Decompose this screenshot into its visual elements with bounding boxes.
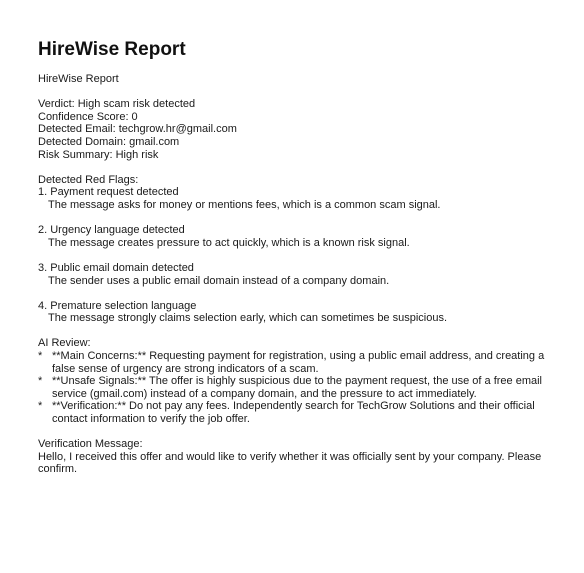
report-subtitle: HireWise Report bbox=[38, 73, 119, 85]
detected-email-line: Detected Email: techgrow.hr@gmail.com bbox=[38, 123, 237, 136]
red-flag-title: 2. Urgency language detected bbox=[38, 224, 185, 237]
bullet-marker: * bbox=[38, 400, 43, 413]
report-title: HireWise Report bbox=[38, 39, 186, 60]
risk-summary-line: Risk Summary: High risk bbox=[38, 148, 159, 161]
spacer bbox=[38, 325, 548, 338]
spacer bbox=[38, 426, 548, 439]
bullet-marker: * bbox=[38, 350, 43, 363]
detected-domain-line: Detected Domain: gmail.com bbox=[38, 135, 180, 148]
ai-review-point bbox=[38, 400, 548, 425]
red-flags-heading: Detected Red Flags: bbox=[38, 173, 139, 186]
ai-review-point bbox=[38, 350, 548, 375]
red-flag-title: 3. Public email domain detected bbox=[38, 261, 194, 274]
red-flag-title: 4. Premature selection language bbox=[38, 299, 197, 312]
red-flag-detail: The message asks for money or mentions fees, which is a common scam signal. bbox=[48, 198, 441, 211]
spacer bbox=[38, 86, 548, 99]
spacer bbox=[38, 249, 548, 262]
red-flag-title: 1. Payment request detected bbox=[38, 186, 179, 199]
bullet-marker: * bbox=[38, 375, 43, 388]
report-document bbox=[38, 38, 548, 476]
spacer bbox=[38, 212, 548, 225]
ai-review-point-text: **Verification:** Do not pay any fees. Independently search for TechGrow Solutions and their official contact information to verify the job offer. bbox=[52, 400, 535, 426]
confidence-line: Confidence Score: 0 bbox=[38, 110, 138, 123]
spacer bbox=[38, 161, 548, 174]
ai-review-point-text: **Main Concerns:** Requesting payment for registration, using a public email address, and creating a false sense of urgency are strong indicators of a scam. bbox=[52, 350, 545, 375]
ai-review-point-text: **Unsafe Signals:** The offer is highly suspicious due to the payment request, the use of a free email service (gmail.com) instead of a company domain, and the pressure to act immediately. bbox=[52, 375, 542, 400]
verification-heading: Verification Message: bbox=[38, 438, 143, 451]
ai-review-heading: AI Review: bbox=[38, 337, 91, 350]
verification-message: Hello, I received this offer and would like to verify whether it was officially sent by your company. Please confirm. bbox=[38, 450, 542, 476]
red-flag-detail: The message strongly claims selection early, which can sometimes be suspicious. bbox=[48, 312, 448, 325]
red-flag-detail: The message creates pressure to act quickly, which is a known risk signal. bbox=[48, 236, 410, 249]
ai-review-point bbox=[38, 375, 548, 400]
red-flag-detail: The sender uses a public email domain instead of a company domain. bbox=[48, 274, 390, 287]
spacer bbox=[38, 287, 548, 300]
verdict-line: Verdict: High scam risk detected bbox=[38, 98, 196, 111]
